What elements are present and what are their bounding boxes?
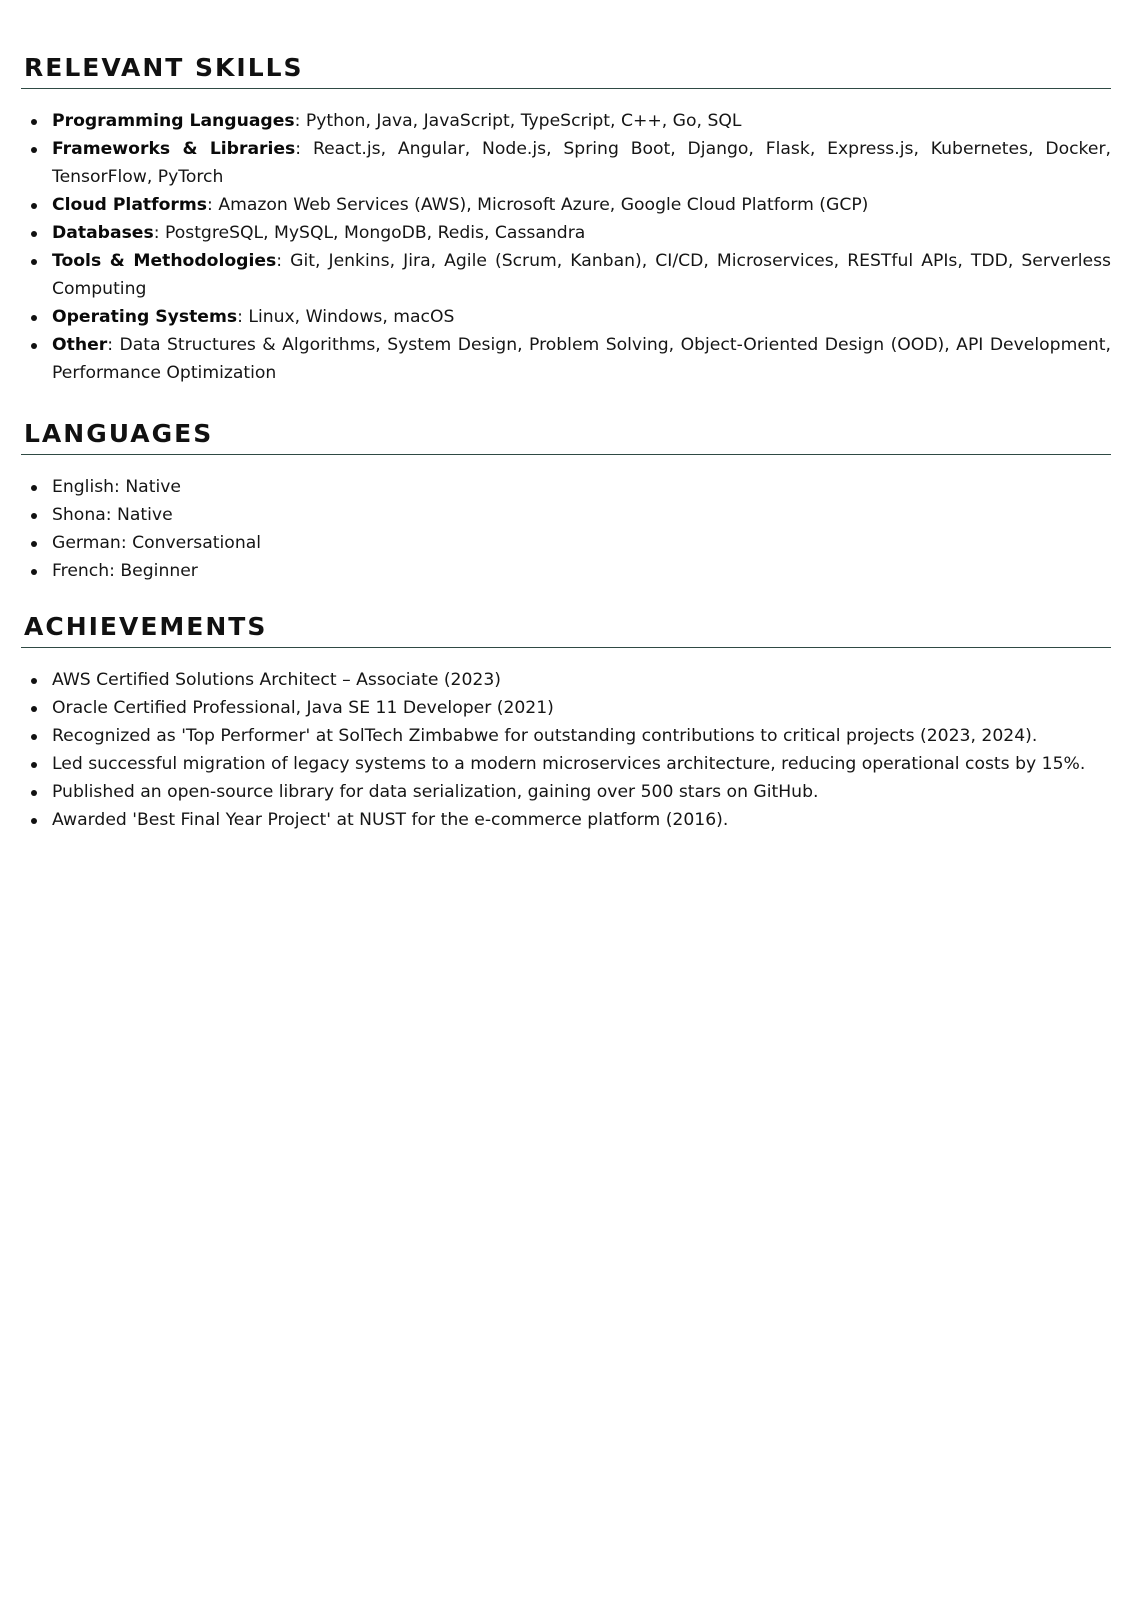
skill-label: Programming Languages	[52, 111, 295, 131]
language-item: German: Conversational	[21, 529, 1111, 557]
skill-item-cloud-platforms: Cloud Platforms: Amazon Web Services (AWS), Microsoft Azure, Google Cloud Platform (GCP)	[21, 191, 1111, 219]
languages-section	[21, 418, 1111, 585]
achievement-item: Oracle Certified Professional, Java SE 11 Developer (2021)	[21, 694, 1111, 722]
skill-item-databases: Databases: PostgreSQL, MySQL, MongoDB, Redis, Cassandra	[21, 219, 1111, 247]
language-item: English: Native	[21, 473, 1111, 501]
skill-text: Python, Java, JavaScript, TypeScript, C++, Go, SQL	[305, 111, 742, 131]
skills-heading: RELEVANT SKILLS	[21, 52, 1111, 89]
skill-item-programming-languages: Programming Languages: Python, Java, JavaScript, TypeScript, C++, Go, SQL	[21, 107, 1111, 135]
skill-label: Operating Systems	[52, 307, 238, 327]
language-item: French: Beginner	[21, 557, 1111, 585]
achievements-list	[21, 666, 1111, 834]
skill-text: Linux, Windows, macOS	[248, 307, 455, 327]
skill-label: Frameworks & Libraries	[52, 139, 296, 159]
skill-label: Databases	[52, 223, 154, 243]
achievement-item: Recognized as 'Top Performer' at SolTech Zimbabwe for outstanding contributions to critical projects (2023, 2024).	[21, 722, 1111, 750]
skill-text: Amazon Web Services (AWS), Microsoft Azure, Google Cloud Platform (GCP)	[218, 195, 869, 215]
skill-item-frameworks-libraries: Frameworks & Libraries: React.js, Angular, Node.js, Spring Boot, Django, Flask, Express.js, Kubernetes, Docker, TensorFlow, PyTorch	[21, 135, 1111, 191]
achievement-item: Led successful migration of legacy systems to a modern microservices architecture, reducing operational costs by 15%.	[21, 750, 1111, 778]
skill-text: PostgreSQL, MySQL, MongoDB, Redis, Cassandra	[164, 223, 586, 243]
skill-text: React.js, Angular, Node.js, Spring Boot, Django, Flask, Express.js, Kubernetes, Docker, TensorFlow, PyTorch	[52, 139, 1111, 187]
skill-item-other: Other: Data Structures & Algorithms, System Design, Problem Solving, Object-Oriented Design (OOD), API Development, Performance Optimization	[21, 331, 1111, 387]
achievements-heading: ACHIEVEMENTS	[21, 611, 1111, 648]
skills-list	[21, 107, 1111, 387]
skill-label: Tools & Methodologies	[52, 251, 277, 271]
resume-page	[21, 52, 1111, 834]
languages-heading: LANGUAGES	[21, 418, 1111, 455]
achievement-item: AWS Certified Solutions Architect – Associate (2023)	[21, 666, 1111, 694]
skill-text: Data Structures & Algorithms, System Design, Problem Solving, Object-Oriented Design (OOD), API Development, Performance Optimization	[52, 335, 1111, 383]
skill-label: Other	[52, 335, 108, 355]
skill-item-operating-systems: Operating Systems: Linux, Windows, macOS	[21, 303, 1111, 331]
achievement-item: Awarded 'Best Final Year Project' at NUST for the e-commerce platform (2016).	[21, 806, 1111, 834]
skill-text: Git, Jenkins, Jira, Agile (Scrum, Kanban), CI/CD, Microservices, RESTful APIs, TDD, Serverless Computing	[52, 251, 1112, 299]
skills-section	[21, 52, 1111, 387]
achievement-item: Published an open-source library for data serialization, gaining over 500 stars on GitHub.	[21, 778, 1111, 806]
languages-list	[21, 473, 1111, 585]
skill-item-tools-methodologies: Tools & Methodologies: Git, Jenkins, Jira, Agile (Scrum, Kanban), CI/CD, Microservices, RESTful APIs, TDD, Serverless Computing	[21, 247, 1111, 303]
language-item: Shona: Native	[21, 501, 1111, 529]
achievements-section	[21, 611, 1111, 834]
skill-label: Cloud Platforms	[52, 195, 208, 215]
